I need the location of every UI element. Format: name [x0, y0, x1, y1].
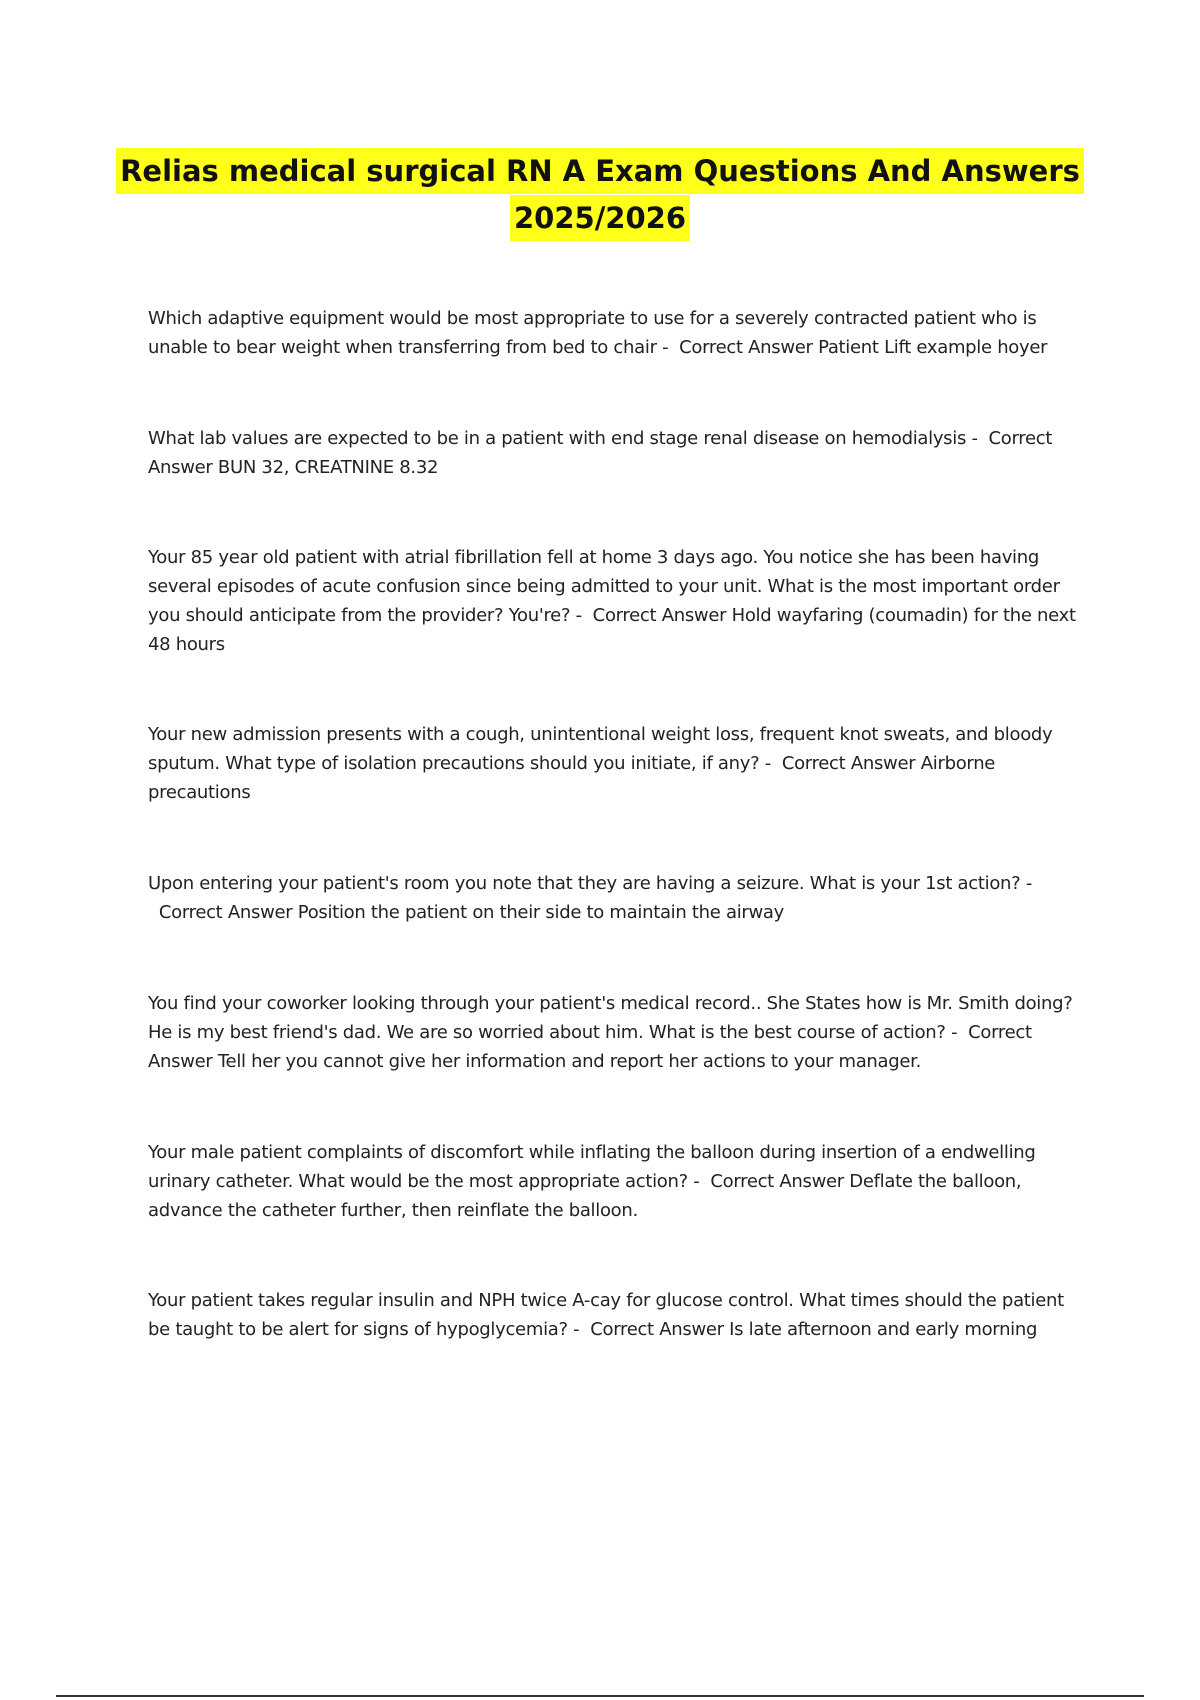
answer-text: Correct Answer Is late afternoon and early morning [590, 1319, 1038, 1340]
page-bottom-rule [56, 1695, 1144, 1697]
qa-item-1 [148, 304, 1088, 362]
document-title [0, 148, 1200, 241]
qa-item-8 [148, 1286, 1088, 1344]
question-text: You find your coworker looking through your patient's medical record.. She States how is Mr. Smith doing? He is my best friend's dad. We are so worried about him. What is the best course of action? - [148, 993, 1073, 1043]
question-text: Which adaptive equipment would be most appropriate to use for a severely contracted patient who is unable to bear weight when transferring from bed to chair - [148, 308, 1037, 358]
qa-item-4 [148, 720, 1088, 807]
title-line-1: Relias medical surgical RN A Exam Questions And Answers [116, 148, 1084, 194]
qa-item-7 [148, 1138, 1088, 1225]
answer-text: Correct Answer Tell her you cannot give her information and report her actions to your manager. [148, 1022, 1032, 1072]
qa-item-3 [148, 543, 1088, 659]
qa-item-2 [148, 424, 1088, 482]
question-text: Your new admission presents with a cough, unintentional weight loss, frequent knot sweats, and bloody sputum. What type of isolation precautions should you initiate, if any? - [148, 724, 1053, 774]
answer-text: Correct Answer BUN 32, CREATNINE 8.32 [148, 428, 1053, 478]
title-line-2: 2025/2026 [510, 195, 690, 241]
qa-item-6 [148, 989, 1088, 1076]
qa-item-5 [148, 869, 1088, 927]
answer-text: Correct Answer Deflate the balloon, advance the catheter further, then reinflate the balloon. [148, 1171, 1022, 1221]
question-text: Upon entering your patient's room you note that they are having a seizure. What is your 1st action? - [148, 873, 1033, 894]
answer-text: Correct Answer Hold wayfaring (coumadin) for the next 48 hours [148, 605, 1076, 655]
question-text: Your patient takes regular insulin and NPH twice A-cay for glucose control. What times should the patient be taught to be alert for signs of hypoglycemia? - [148, 1290, 1064, 1340]
answer-text: Correct Answer Patient Lift example hoyer [679, 337, 1048, 358]
question-text: Your 85 year old patient with atrial fibrillation fell at home 3 days ago. You notice she has been having several episodes of acute confusion since being admitted to your unit. What is the most important order you should anticipate from the provider? You're? - [148, 547, 1060, 626]
question-text: What lab values are expected to be in a patient with end stage renal disease on hemodialysis - [148, 428, 978, 449]
answer-text: Correct Answer Airborne precautions [148, 753, 996, 803]
answer-text: Correct Answer Position the patient on their side to maintain the airway [158, 902, 785, 923]
question-text: Your male patient complaints of discomfort while inflating the balloon during insertion of a endwelling urinary catheter. What would be the most appropriate action? - [148, 1142, 1036, 1192]
